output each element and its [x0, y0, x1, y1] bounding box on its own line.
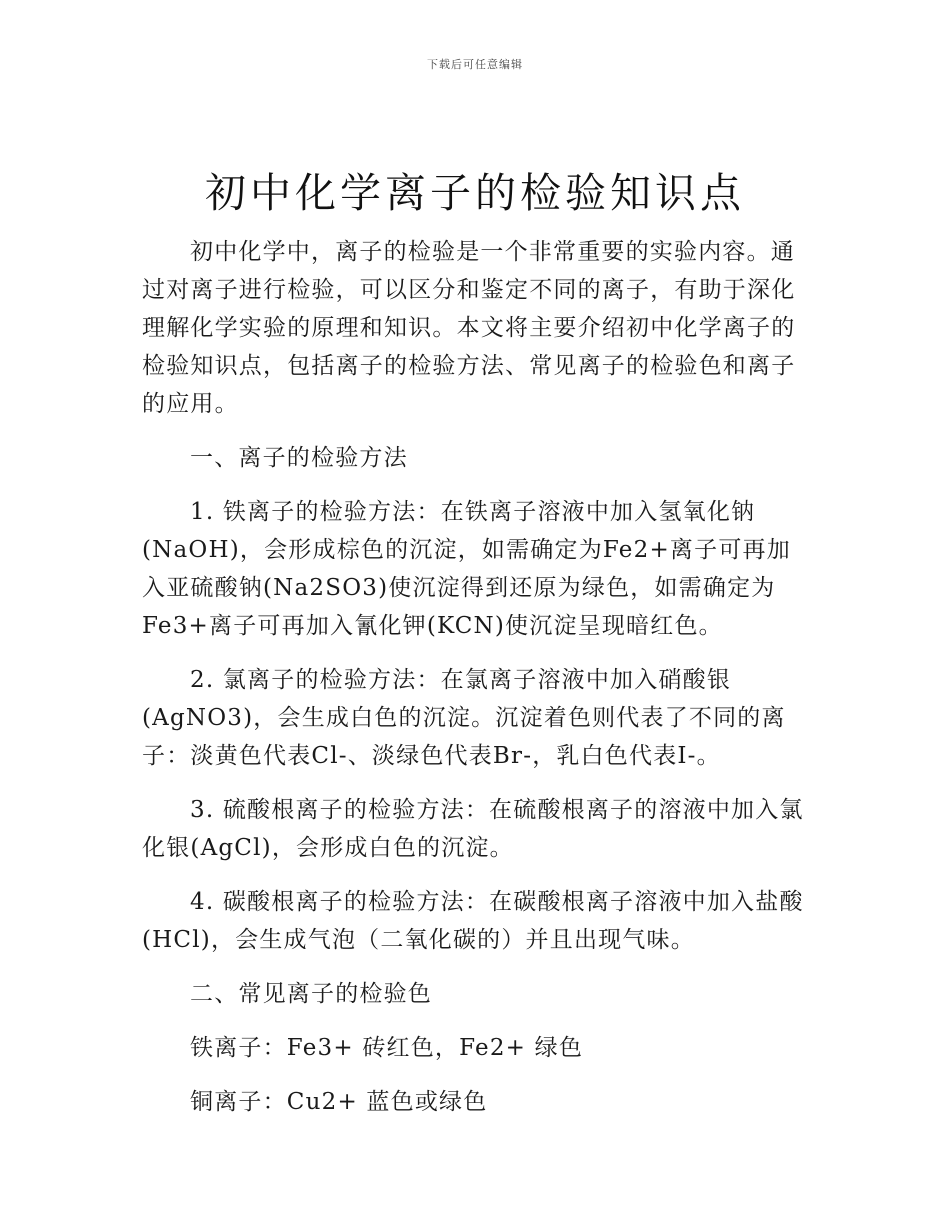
method-carbonate-paragraph: 4. 碳酸根离子的检验方法：在碳酸根离子溶液中加入盐酸(HCl)，会生成气泡（二氧化碳的）并且出现气味。	[142, 889, 804, 953]
color-copper-line: 铜离子：Cu2+ 蓝色或绿色	[190, 1089, 488, 1115]
section-heading-colors: 二、常见离子的检验色	[190, 981, 432, 1007]
intro-paragraph: 初中化学中，离子的检验是一个非常重要的实验内容。通过对离子进行检验，可以区分和鉴定不同的离子，有助于深化理解化学实验的原理和知识。本文将主要介绍初中化学离子的检验知识点，包括离子的检验方法、常见离子的检验色和离子的应用。	[142, 239, 796, 417]
method-iron-paragraph: 1. 铁离子的检验方法：在铁离子溶液中加入氢氧化钠(NaOH)，会形成棕色的沉淀，如需确定为Fe2+离子可再加入亚硫酸钠(Na2SO3)使沉淀得到还原为绿色，如需确定为Fe3+离子可再加入氰化钾(KCN)使沉淀呈现暗红色。	[142, 499, 791, 639]
document-title: 初中化学离子的检验知识点	[205, 169, 745, 217]
method-chloride-paragraph: 2. 氯离子的检验方法：在氯离子溶液中加入硝酸银(AgNO3)，会生成白色的沉淀。沉淀着色则代表了不同的离子：淡黄色代表Cl-、淡绿色代表Br-，乳白色代表I-。	[142, 667, 786, 769]
section-heading-methods: 一、离子的检验方法	[190, 445, 408, 471]
method-sulfate-paragraph: 3. 硫酸根离子的检验方法：在硫酸根离子的溶液中加入氯化银(AgCl)，会形成白色的沉淀。	[142, 797, 804, 861]
header-note: 下载后可任意编辑	[427, 58, 523, 71]
document-body	[142, 233, 812, 1137]
color-iron-line: 铁离子：Fe3+ 砖红色，Fe2+ 绿色	[190, 1035, 584, 1061]
